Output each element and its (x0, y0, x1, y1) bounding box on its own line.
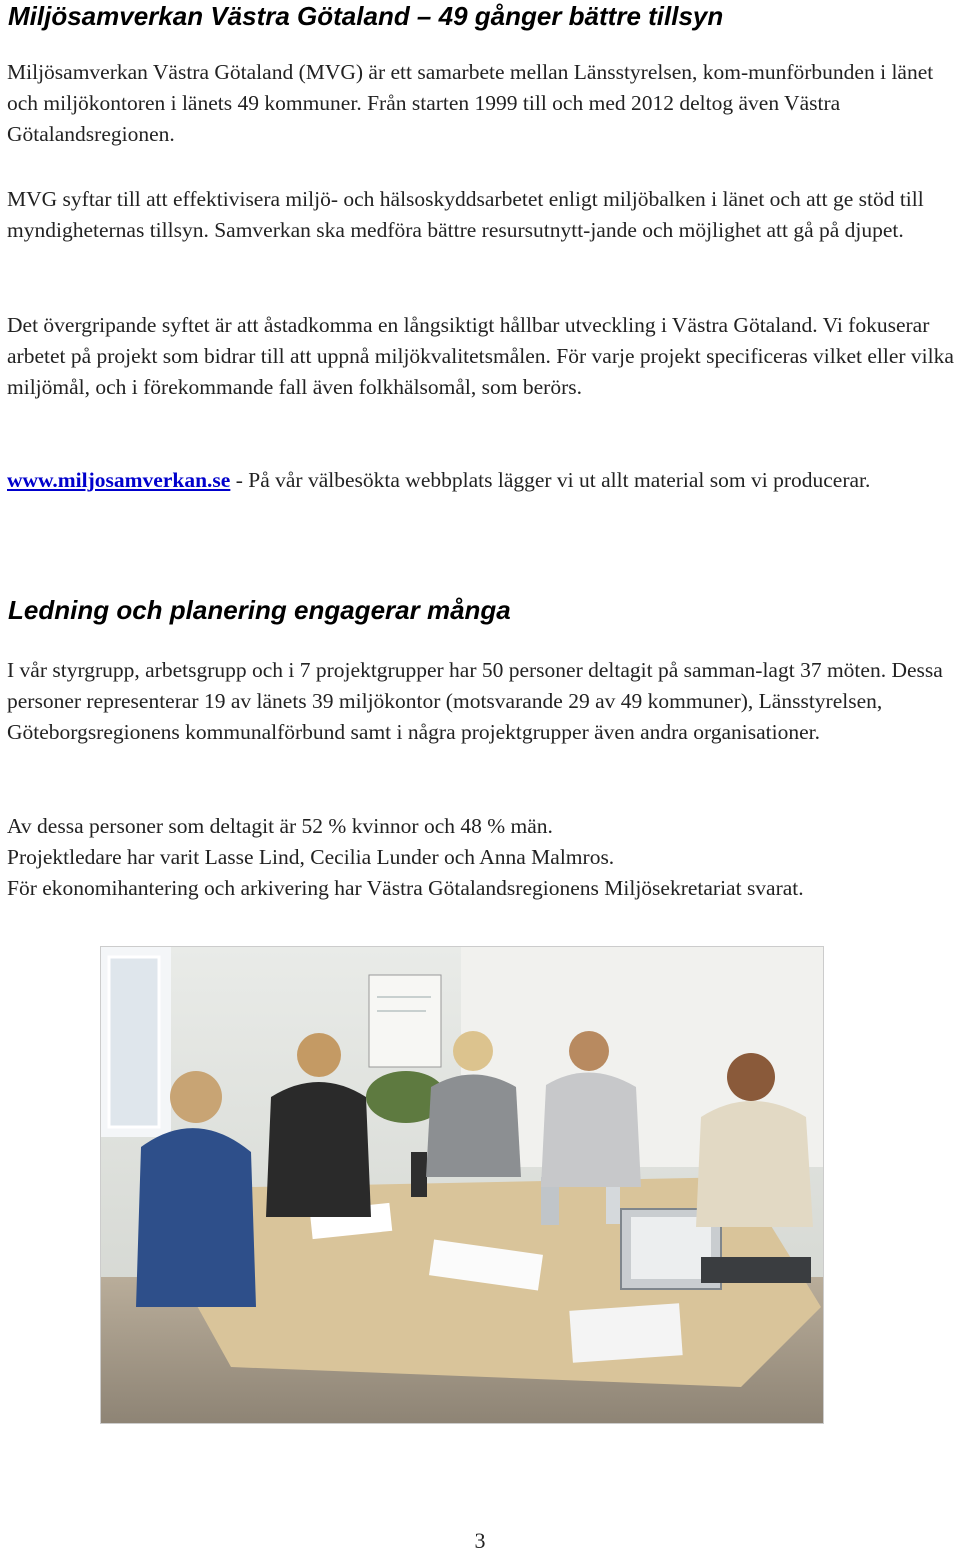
website-link[interactable]: www.miljosamverkan.se (7, 468, 231, 492)
page-title: Miljösamverkan Västra Götaland – 49 gånger bättre tillsyn (8, 1, 724, 31)
project-leaders-line: Projektledare har varit Lasse Lind, Cecilia Lunder och Anna Malmros. (7, 845, 615, 869)
meeting-photo (100, 946, 824, 1424)
website-paragraph (7, 465, 957, 496)
section-paragraph-1: I vår styrgrupp, arbetsgrupp och i 7 projektgrupper har 50 personer deltagit på samman-lagt 37 möten. Dessa personer representerar 19 av länets 39 miljökontor (motsvarande 29 av 49 kommuner), Länsstyrelsen, Göteborgsregionens kommunalförbund samt i några projektgrupper även andra organisationer. (7, 658, 943, 744)
gender-line: Av dessa personer som deltagit är 52 % kvinnor och 48 % män. (7, 814, 553, 838)
website-description: - På vår välbesökta webbplats lägger vi ut allt material som vi producerar. (230, 468, 871, 492)
intro-paragraph-2: MVG syftar till att effektivisera miljö- och hälsoskyddsarbetet enligt miljöbalken i länet och att ge stöd till myndigheternas tillsyn. Samverkan ska medföra bättre resursutnytt-jande och möjlighet att gå på djupet. (7, 187, 924, 242)
administration-line: För ekonomihantering och arkivering har Västra Götalandsregionens Miljösekretariat svarat. (7, 876, 804, 900)
page-number: 3 (474, 1528, 486, 1553)
intro-paragraph-1: Miljösamverkan Västra Götaland (MVG) är ett samarbete mellan Länsstyrelsen, kom-munförbunden i länet och miljökontoren i länets 49 kommuner. Från starten 1999 till och med 2012 deltog även Västra Götalandsregionen. (7, 60, 934, 146)
section-heading: Ledning och planering engagerar många (8, 595, 511, 625)
intro-paragraph-3: Det övergripande syftet är att åstadkomma en långsiktigt hållbar utveckling i Västra Götaland. Vi fokuserar arbetet på projekt som bidrar till att uppnå miljökvalitetsmålen. För varje projekt specificeras vilket eller vilka miljömål, och i förekommande fall även folkhälsomål, som berörs. (7, 313, 954, 399)
